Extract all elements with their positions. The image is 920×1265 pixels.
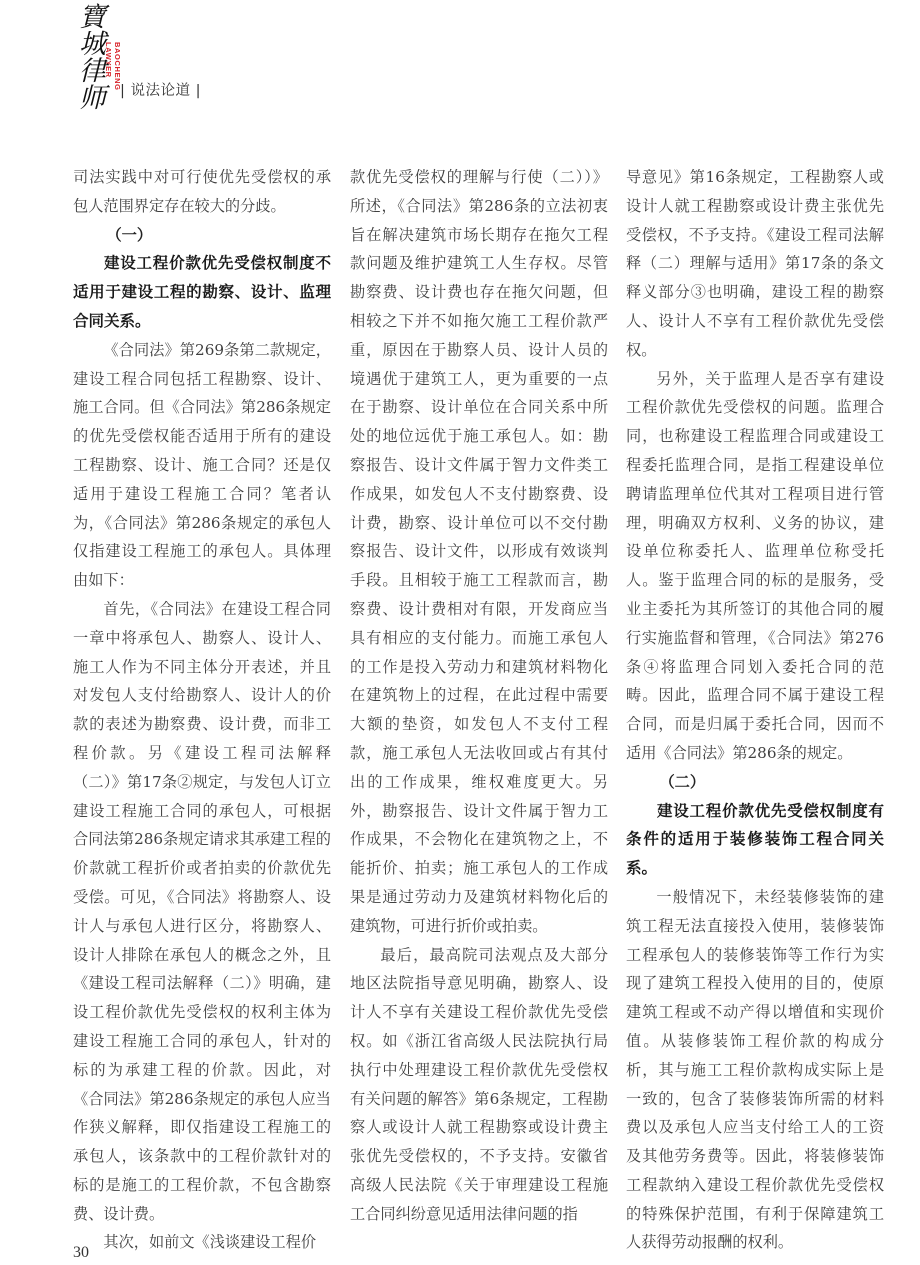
paragraph: 司法实践中对可行使优先受偿权的承包人范围界定存在较大的分歧。 [73,168,331,215]
paragraph: 导意见》第16条规定，工程勘察人或设计人就工程勘察或设计费主张优先受偿权，不予支持。《建设工程司法解释（二）理解与适用》第17条的条文释义部分③也明确，建设工程的勘察人、设计人不享有工程价款优先受偿权。 [626,168,884,359]
section-heading: 建设工程价款优先受偿权制度不适用于建设工程的勘察、设计、监理合同关系。 [73,254,331,330]
section-tag: | 说法论道 | [120,83,201,99]
article-column-2 [350,163,608,1228]
section-number: （二） [659,772,705,791]
article-column-1 [73,163,331,1257]
logo-calligraphy: 寶城律师 [74,2,105,110]
page-number: 30 [73,1244,89,1261]
paragraph: 《合同法》第269条第二款规定，建设工程合同包括工程勘察、设计、施工合同。但《合同法》第286条规定的优先受偿权能否适用于所有的建设工程勘察、设计、施工合同？还是仅适用于建设工程施工合同？笔者认为，《合同法》第286条规定的承包人仅指建设工程施工的承包人。具体理由如下： [73,340,331,590]
paragraph: 另外，关于监理人是否享有建设工程价款优先受偿权的问题。监理合同，也称建设工程监理合同或建设工程委托监理合同，是指工程建设单位聘请监理单位代其对工程项目进行管理，明确双方权利、义务的协议，建设单位称委托人、监理单位称受托人。鉴于监理合同的标的是服务，受业主委托为其所签订的其他合同的履行实施监督和管理，《合同法》第276条④将监理合同划入委托合同的范畴。因此，监理合同不属于建设工程合同，而是归属于委托合同，因而不适用《合同法》第286条的规定。 [626,369,884,762]
paragraph: 首先，《合同法》在建设工程合同一章中将承包人、勘察人、设计人、施工人作为不同主体分开表述，并且对发包人支付给勘察人、设计人的价款的表述为勘察费、设计费，而非工程价款。另《建设工程司法解释（二）》第17条②规定，与发包人订立建设工程施工合同的承包人，可根据合同法第286条规定请求其承建工程的价款就工程折价或者拍卖的价款优先受偿。可见，《合同法》将勘察人、设计人与承包人进行区分，将勘察人、设计人排除在承包人的概念之外，且《建设工程司法解释（二）》明确，建设工程价款优先受偿权的权利主体为建设工程施工合同的承包人，针对的标的为承建工程的价款。因此，对《合同法》第286条规定的承包人应当作狭义解释，即仅指建设工程施工的承包人，该条款中的工程价款针对的标的是施工的工程价款，不包含勘察费、设计费。 [73,599,331,1223]
section-heading: 建设工程价款优先受偿权制度有条件的适用于装修装饰工程合同关系。 [626,801,884,878]
law-firm-logo [70,2,122,120]
paragraph: 其次，如前文《浅谈建设工程价 [103,1233,317,1252]
paragraph: 一般情况下，未经装修装饰的建筑工程无法直接投入使用，装修装饰工程承包人的装修装饰等工作行为实现了建筑工程投入使用的目的，使原建筑工程或不动产得以增值和实现价值。从装修装饰工程价款的构成分析，其与施工工程价款构成实际上是一致的，包含了装修装饰所需的材料费以及承包人应当支付给工人的工资及其他劳务费等。因此，将装修装饰工程款纳入建设工程价款优先受偿权的特殊保护范围，有利于保障建筑工人获得劳动报酬的权利。 [626,887,884,1252]
paragraph: 最后，最高院司法观点及大部分地区法院指导意见明确，勘察人、设计人不享有关建设工程价款优先受偿权。如《浙江省高级人民法院执行局执行中处理建设工程价款优先受偿权有关问题的解答》第6条规定，工程勘察人或设计人就工程勘察或设计费主张优先受偿权的，不予支持。安徽省高级人民法院《关于审理建设工程施工合同纠纷意见适用法律问题的指 [350,945,608,1223]
article-column-3 [626,163,884,1257]
paragraph: 款优先受偿权的理解与行使（二））》所述，《合同法》第286条的立法初衷旨在解决建筑市场长期存在拖欠工程款问题及维护建筑工人生存权。尽管勘察费、设计费也存在拖欠问题，但相较之下并不如拖欠施工工程价款严重，原因在于勘察人员、设计人员的境遇优于建筑工人，更为重要的一点在于勘察、设计单位在合同关系中所处的地位远优于施工承包人。如：勘察报告、设计文件属于智力文件类工作成果，如发包人不支付勘察费、设计费，勘察、设计单位可以不交付勘察报告、设计文件，以形成有效谈判手段。且相较于施工工程款而言，勘察费、设计费相对有限，开发商应当具有相应的支付能力。而施工承包人的工作是投入劳动力和建筑材料物化在建筑物上的过程，在此过程中需要大额的垫资，如发包人不支付工程款，施工承包人无法收回或占有其付出的工作成果，维权难度更大。另外，勘察报告、设计文件属于智力工作成果，不会物化在建筑物之上，不能折价、拍卖；施工承包人的工作成果是通过劳动力及建筑材料物化后的建筑物，可进行折价或拍卖。 [350,168,608,935]
logo-english-text: BAOCHENG LAWYER [104,42,122,91]
section-number: （一） [106,225,152,244]
